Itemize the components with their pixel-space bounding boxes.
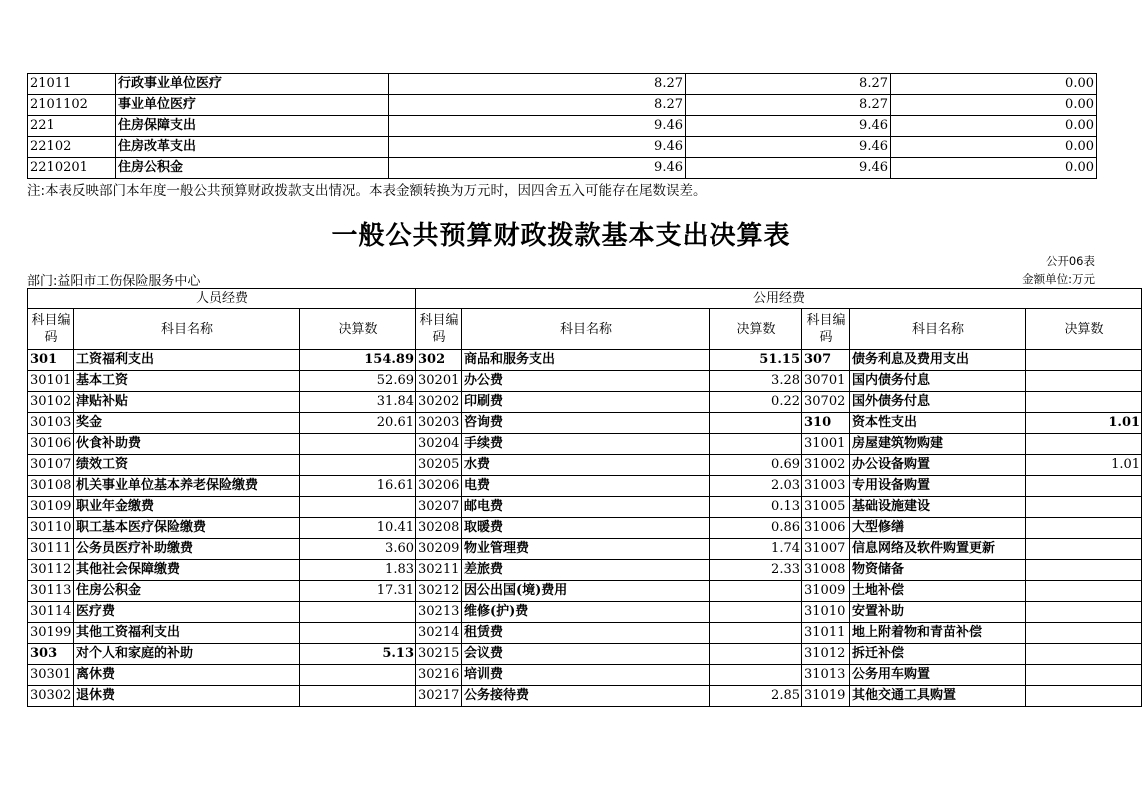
code-cell: 30199 [28,623,74,644]
name-cell: 职工基本医疗保险缴费 [74,518,300,539]
code-cell: 31001 [802,434,850,455]
col-amount-header: 决算数 [1026,309,1142,350]
name-cell: 住房保障支出 [116,116,389,137]
code-cell: 30201 [416,371,462,392]
name-cell: 地上附着物和青苗补偿 [850,623,1026,644]
table-row [28,602,1142,623]
code-cell: 30211 [416,560,462,581]
amount-cell: 2.03 [710,476,802,497]
code-cell: 30701 [802,371,850,392]
name-cell: 拆迁补偿 [850,644,1026,665]
code-cell: 30111 [28,539,74,560]
amount-cell [710,644,802,665]
code-cell: 2210201 [28,158,116,179]
amount-cell: 0.00 [891,95,1097,116]
code-cell: 310 [802,413,850,434]
code-cell: 30702 [802,392,850,413]
code-cell: 221 [28,116,116,137]
amount-cell [1026,602,1142,623]
code-cell: 21011 [28,74,116,95]
name-cell: 因公出国(境)费用 [462,581,710,602]
amount-cell: 0.86 [710,518,802,539]
amount-cell: 10.41 [300,518,416,539]
name-cell: 行政事业单位医疗 [116,74,389,95]
amount-cell [1026,434,1142,455]
name-cell: 差旅费 [462,560,710,581]
name-cell: 物业管理费 [462,539,710,560]
name-cell: 津贴补贴 [74,392,300,413]
amount-cell [300,665,416,686]
col-code-header: 科目编码 [28,309,74,350]
name-cell: 工资福利支出 [74,350,300,371]
col-code-header: 科目编码 [416,309,462,350]
name-cell: 住房改革支出 [116,137,389,158]
name-cell: 住房公积金 [74,581,300,602]
amount-cell: 0.00 [891,158,1097,179]
code-cell: 31008 [802,560,850,581]
amount-cell: 9.46 [686,158,891,179]
name-cell: 土地补偿 [850,581,1026,602]
amount-cell [300,623,416,644]
amount-cell: 9.46 [389,116,686,137]
table-row [28,686,1142,707]
amount-cell [1026,497,1142,518]
table-row [28,371,1142,392]
name-cell: 培训费 [462,665,710,686]
table-row [28,497,1142,518]
name-cell: 离休费 [74,665,300,686]
amount-cell: 0.69 [710,455,802,476]
col-name-header: 科目名称 [74,309,300,350]
table-row [28,116,1097,137]
code-cell: 30205 [416,455,462,476]
code-cell: 30206 [416,476,462,497]
code-cell: 307 [802,350,850,371]
name-cell: 安置补助 [850,602,1026,623]
amount-cell: 3.60 [300,539,416,560]
amount-cell [1026,623,1142,644]
name-cell: 其他工资福利支出 [74,623,300,644]
table-row [28,560,1142,581]
amount-cell: 16.61 [300,476,416,497]
code-cell: 30108 [28,476,74,497]
amount-cell [710,581,802,602]
col-name-header: 科目名称 [462,309,710,350]
name-cell: 对个人和家庭的补助 [74,644,300,665]
amount-cell [1026,560,1142,581]
amount-cell: 8.27 [686,95,891,116]
name-cell: 退休费 [74,686,300,707]
code-cell: 30109 [28,497,74,518]
name-cell: 债务利息及费用支出 [850,350,1026,371]
code-cell: 30207 [416,497,462,518]
amount-cell: 9.46 [686,137,891,158]
name-cell: 其他交通工具购置 [850,686,1026,707]
amount-cell: 31.84 [300,392,416,413]
code-cell: 30106 [28,434,74,455]
code-cell: 30214 [416,623,462,644]
code-cell: 22102 [28,137,116,158]
group-personnel-header: 人员经费 [28,289,416,309]
name-cell: 房屋建筑物购建 [850,434,1026,455]
col-amount-header: 决算数 [300,309,416,350]
name-cell: 取暖费 [462,518,710,539]
name-cell: 奖金 [74,413,300,434]
table-row [28,539,1142,560]
column-header-row [28,309,1142,350]
name-cell: 国内债务付息 [850,371,1026,392]
amount-cell: 0.13 [710,497,802,518]
code-cell: 30208 [416,518,462,539]
code-cell: 31003 [802,476,850,497]
amount-cell: 154.89 [300,350,416,371]
table-row [28,137,1097,158]
name-cell: 手续费 [462,434,710,455]
code-cell: 301 [28,350,74,371]
name-cell: 伙食补助费 [74,434,300,455]
name-cell: 大型修缮 [850,518,1026,539]
name-cell: 绩效工资 [74,455,300,476]
code-cell: 30113 [28,581,74,602]
col-code-header: 科目编码 [802,309,850,350]
name-cell: 专用设备购置 [850,476,1026,497]
name-cell: 住房公积金 [116,158,389,179]
amount-cell: 17.31 [300,581,416,602]
table-row [28,623,1142,644]
table-row [28,350,1142,371]
code-cell: 30204 [416,434,462,455]
code-cell: 31010 [802,602,850,623]
amount-cell: 8.27 [389,74,686,95]
code-cell: 30202 [416,392,462,413]
amount-cell [1026,665,1142,686]
name-cell: 印刷费 [462,392,710,413]
code-cell: 30302 [28,686,74,707]
table-row [28,644,1142,665]
table-row [28,581,1142,602]
amount-cell [1026,581,1142,602]
name-cell: 商品和服务支出 [462,350,710,371]
col-name-header: 科目名称 [850,309,1026,350]
amount-cell [300,686,416,707]
name-cell: 维修(护)费 [462,602,710,623]
amount-cell [710,602,802,623]
table-row [28,455,1142,476]
code-cell: 30217 [416,686,462,707]
amount-cell [1026,392,1142,413]
amount-cell: 9.46 [686,116,891,137]
amount-cell: 0.22 [710,392,802,413]
code-cell: 30110 [28,518,74,539]
name-cell: 基本工资 [74,371,300,392]
amount-cell [710,623,802,644]
name-cell: 信息网络及软件购置更新 [850,539,1026,560]
amount-cell: 2.85 [710,686,802,707]
code-cell: 31012 [802,644,850,665]
table-row [28,518,1142,539]
code-cell: 30107 [28,455,74,476]
name-cell: 基础设施建设 [850,497,1026,518]
name-cell: 咨询费 [462,413,710,434]
code-cell: 31005 [802,497,850,518]
amount-cell [1026,476,1142,497]
name-cell: 办公费 [462,371,710,392]
name-cell: 租赁费 [462,623,710,644]
basic-expenditure-table [27,288,1142,707]
amount-cell [710,665,802,686]
code-cell: 30203 [416,413,462,434]
table-row [28,434,1142,455]
amount-cell [1026,371,1142,392]
code-cell: 31006 [802,518,850,539]
amount-cell: 3.28 [710,371,802,392]
name-cell: 办公设备购置 [850,455,1026,476]
amount-cell [300,602,416,623]
code-cell: 30216 [416,665,462,686]
amount-cell: 8.27 [389,95,686,116]
table-row [28,476,1142,497]
amount-cell: 1.01 [1026,413,1142,434]
name-cell: 水费 [462,455,710,476]
name-cell: 公务接待费 [462,686,710,707]
amount-cell: 1.01 [1026,455,1142,476]
group-public-header: 公用经费 [416,289,1142,309]
code-cell: 30101 [28,371,74,392]
table-row [28,413,1142,434]
table-code-label: 公开06表 [1045,254,1095,268]
col-amount-header: 决算数 [710,309,802,350]
name-cell: 机关事业单位基本养老保险缴费 [74,476,300,497]
code-cell: 30215 [416,644,462,665]
amount-cell [1026,518,1142,539]
code-cell: 31007 [802,539,850,560]
name-cell: 国外债务付息 [850,392,1026,413]
amount-cell: 5.13 [300,644,416,665]
name-cell: 其他社会保障缴费 [74,560,300,581]
amount-cell [710,413,802,434]
amount-cell [300,455,416,476]
amount-cell [300,434,416,455]
amount-cell: 51.15 [710,350,802,371]
amount-cell: 0.00 [891,116,1097,137]
code-cell: 30209 [416,539,462,560]
table-note: 注:本表反映部门本年度一般公共预算财政拨款支出情况。本表金额转换为万元时，因四舍五入可能存在尾数误差。 [27,183,707,199]
page-title: 一般公共预算财政拨款基本支出决算表 [331,221,791,251]
table-row [28,74,1097,95]
amount-cell [1026,539,1142,560]
name-cell: 公务员医疗补助缴费 [74,539,300,560]
amount-cell [1026,686,1142,707]
name-cell: 会议费 [462,644,710,665]
code-cell: 31002 [802,455,850,476]
code-cell: 303 [28,644,74,665]
name-cell: 职业年金缴费 [74,497,300,518]
amount-cell [710,434,802,455]
code-cell: 30213 [416,602,462,623]
code-cell: 302 [416,350,462,371]
table-row [28,158,1097,179]
name-cell: 公务用车购置 [850,665,1026,686]
amount-cell [300,497,416,518]
amount-cell [1026,644,1142,665]
amount-unit-label: 金额单位:万元 [1022,272,1095,286]
code-cell: 30112 [28,560,74,581]
amount-cell: 2.33 [710,560,802,581]
code-cell: 31013 [802,665,850,686]
table-row [28,95,1097,116]
name-cell: 资本性支出 [850,413,1026,434]
amount-cell: 8.27 [686,74,891,95]
amount-cell: 52.69 [300,371,416,392]
amount-cell: 1.83 [300,560,416,581]
table-row [28,392,1142,413]
name-cell: 电费 [462,476,710,497]
amount-cell: 20.61 [300,413,416,434]
code-cell: 2101102 [28,95,116,116]
code-cell: 31009 [802,581,850,602]
group-header-row [28,289,1142,309]
amount-cell: 1.74 [710,539,802,560]
code-cell: 30114 [28,602,74,623]
amount-cell: 0.00 [891,74,1097,95]
code-cell: 30212 [416,581,462,602]
code-cell: 31019 [802,686,850,707]
name-cell: 事业单位医疗 [116,95,389,116]
table-row [28,665,1142,686]
code-cell: 31011 [802,623,850,644]
amount-cell: 0.00 [891,137,1097,158]
amount-cell [1026,350,1142,371]
top-expenditure-table [27,73,1097,179]
name-cell: 医疗费 [74,602,300,623]
department-label: 部门:益阳市工伤保险服务中心 [27,274,201,289]
code-cell: 30301 [28,665,74,686]
code-cell: 30103 [28,413,74,434]
code-cell: 30102 [28,392,74,413]
name-cell: 邮电费 [462,497,710,518]
amount-cell: 9.46 [389,158,686,179]
amount-cell: 9.46 [389,137,686,158]
name-cell: 物资储备 [850,560,1026,581]
